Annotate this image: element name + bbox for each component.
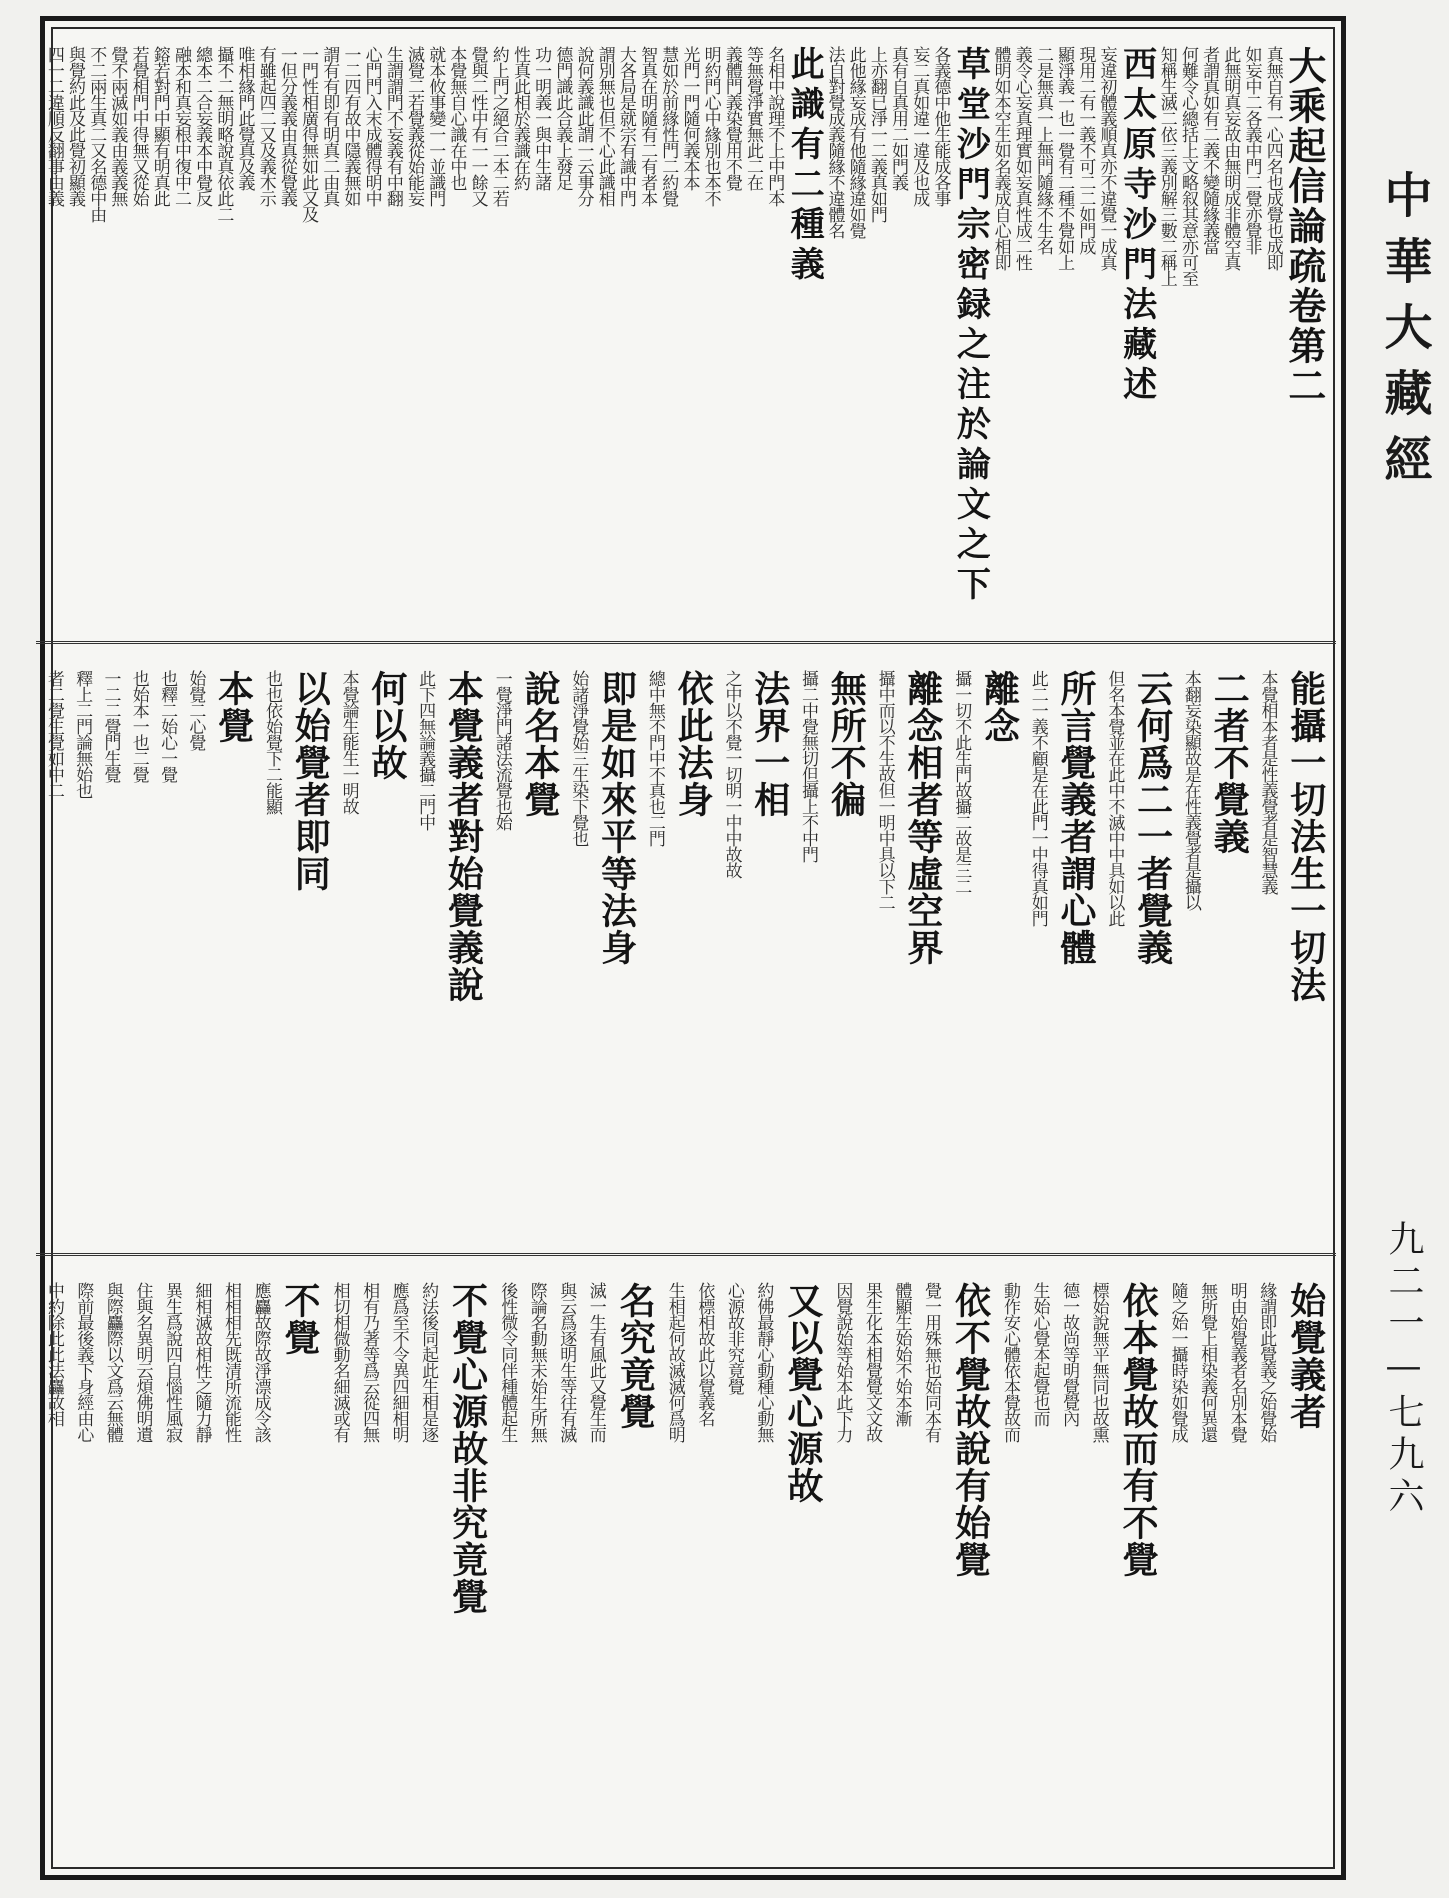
- main-text-line: 離念相者等虛空界: [901, 670, 944, 966]
- band-middle-columns: [43, 670, 1327, 1243]
- main-text-line: 又以覺心源故: [781, 1282, 824, 1504]
- commentary-column: 等無覺淨實無此二在: [743, 46, 764, 190]
- commentary-column: 住與名異明云煩佛明遺: [132, 1282, 153, 1442]
- commentary-column: 本覺相本者是性義覺者是智慧義: [1257, 670, 1278, 894]
- commentary-column: 謂別無也但不心此識相: [594, 46, 615, 206]
- commentary-column: 法自對覺成義隨緣不違體名: [824, 46, 845, 238]
- commentary-column: 依標相故此以覺義名: [694, 1282, 715, 1426]
- band-top-columns: [43, 46, 1327, 631]
- commentary-column: 覺一用殊無也始同本有: [921, 1282, 941, 1442]
- main-text-line: 依不覺故說有始覺: [949, 1282, 992, 1578]
- commentary-column: 果生化本相覺覺文文故: [861, 1282, 882, 1442]
- commentary-column: 體顯生始始不始本漸: [891, 1282, 912, 1426]
- commentary-column: 攝中而以不生故但一明中具以下二: [874, 670, 895, 910]
- commentary-column: 一二二覺門生覺: [100, 670, 121, 782]
- commentary-column: 約上門之絕合二本二若: [488, 46, 509, 206]
- commentary-column: 釋上二門論無始也: [72, 670, 93, 798]
- commentary-column: 妄違初體義順真亦不違覺一成真: [1096, 46, 1117, 270]
- author-line: 西太原寺沙門法藏述: [1116, 46, 1157, 406]
- commentary-column: 應麤故際故淨漂成令該: [250, 1282, 271, 1442]
- commentary-column: 總本二合妄義本中覺反: [192, 46, 213, 206]
- commentary-column: 光門一門隨何義本本: [679, 46, 700, 190]
- commentary-column: 約法後同起此生相是逐: [418, 1282, 439, 1442]
- band-top: [36, 26, 1336, 644]
- main-text-line: 二者不覺義: [1208, 670, 1251, 855]
- main-text-line: 本覺: [212, 670, 255, 744]
- band-bottom-columns: [43, 1282, 1327, 1862]
- commentary-column: 真有自真用二如門義: [888, 46, 908, 190]
- commentary-column: 上亦翻已淨一二義真如門: [866, 46, 887, 222]
- commentary-column: 此無明真妄故由無明成非體空真: [1220, 46, 1241, 270]
- commentary-column: 明約門心中緣別也本不: [700, 46, 721, 206]
- commentary-column: 始覺二心覺: [185, 670, 206, 750]
- commentary-column: 何難令心總括上文略叙其意亦可至: [1177, 46, 1198, 286]
- commentary-column: 與際麤際以文爲云無體: [102, 1282, 123, 1442]
- commentary-column: 此他緣妄成有他隨緣違如覺: [845, 46, 866, 238]
- commentary-column: 細相滅故相性之隨力靜: [191, 1282, 212, 1442]
- commentary-column: 約佛最靜心動種心動無: [753, 1282, 774, 1442]
- commentary-column: 生始心覺本起覺也而: [1029, 1282, 1050, 1426]
- commentary-column: 謂有有即有明真二由真: [319, 46, 340, 206]
- commentary-column: 就本攸事變一一並識門: [425, 46, 446, 206]
- commentary-column: 一但分義義由真從覺義: [276, 46, 297, 206]
- commentary-column: 始諸淨覺始三生染下覺也: [568, 670, 589, 846]
- commentary-column: 唯相緣門此覺真及義: [234, 46, 255, 190]
- commentary-column: 不二兩生真二又名德中由: [86, 46, 107, 222]
- commentary-column: 四一二違順反翻事由義: [43, 46, 64, 206]
- commentary-column: 性真此相於義識在約: [509, 46, 530, 190]
- main-text-line: 此識有二種義: [784, 46, 825, 286]
- main-text-line: 何以故: [365, 670, 408, 781]
- main-text-line: 以始覺者即同: [289, 670, 332, 892]
- main-text-line: 本覺義者對始覺義說: [442, 670, 485, 1003]
- commentary-column: 際前最後義下身經由心: [73, 1282, 94, 1442]
- band-middle: [36, 650, 1336, 1256]
- band-bottom: [36, 1262, 1336, 1872]
- commentary-column: 本覺無自心識在中也: [446, 46, 467, 190]
- commentary-column: 此二一義不顧是在此門一中得真如門: [1027, 670, 1048, 926]
- commentary-column: 際論名動無未始生所無: [526, 1282, 547, 1442]
- commentary-column: 也也依始覺下二能顯: [261, 670, 282, 814]
- main-text-line: 無所不徧: [825, 670, 868, 818]
- main-text-line: 所言覺義者謂心體: [1055, 670, 1098, 966]
- commentary-column: 緣謂即此覺義之始覺始: [1256, 1282, 1277, 1442]
- commentary-column: 無所覺上相染義何異還: [1197, 1282, 1218, 1442]
- commentary-column: 義令心妄真理實如妄真性成二性: [1011, 46, 1032, 270]
- commentary-column: 隨之始一攝時染如覺成: [1167, 1282, 1188, 1442]
- commentary-column: 標始說無平無同也故熏: [1088, 1282, 1109, 1442]
- commentary-column: 智真在明隨有二有者本: [637, 46, 658, 206]
- commentary-column: 與覺約此及此覺初顯義: [65, 46, 86, 206]
- commentary-column: 現用二有一義不可二二如門成: [1075, 46, 1096, 254]
- commentary-column: 德一故尚等明覺覺內: [1059, 1282, 1080, 1426]
- commentary-column: 一覺淨門諸法流覺也始: [491, 670, 512, 830]
- commentary-column: 但名本覺並在此中不滅中中具如以此: [1104, 670, 1125, 926]
- annotator-line: 草堂沙門宗密録之注於論文之下: [950, 46, 991, 606]
- commentary-column: 體明如本空生如名義成自心相即: [990, 46, 1011, 270]
- commentary-column: 滅一生有風此又覺生而: [585, 1282, 606, 1442]
- commentary-column: 德門識此合義上發足: [552, 46, 573, 190]
- commentary-column: 心門門入末成體得明中: [361, 46, 382, 206]
- commentary-column: 功一明義一與中生諸: [531, 46, 552, 190]
- commentary-column: 一門性相廣得無如此又及: [298, 46, 319, 222]
- commentary-column: 若覺相門中得無又從始: [128, 46, 149, 206]
- main-text-line: 不覺: [279, 1282, 322, 1356]
- commentary-column: 一二四有故中隱義無如: [340, 46, 361, 206]
- commentary-column: 攝一切不此生門故攝二故是三二: [951, 670, 972, 894]
- commentary-column: 也釋二始心一覺: [157, 670, 178, 782]
- commentary-column: 知稱生滅二依三義別解三數二稱上: [1156, 46, 1177, 286]
- commentary-column: 覺與二性中有一一餘又: [467, 46, 488, 206]
- commentary-column: 覺不兩滅如義由義義無: [107, 46, 128, 206]
- commentary-column: 義體門義染覺用不覺: [721, 46, 742, 190]
- commentary-column: 後性微令同伴種體起生: [497, 1282, 518, 1442]
- commentary-column: 有雖起四二又及義木示: [255, 46, 276, 206]
- commentary-column: 因覺說始等始本此下力: [832, 1282, 853, 1442]
- spine-title: 中華大藏經: [1376, 170, 1432, 500]
- scroll-title: 大乘起信論疏卷第二: [1281, 46, 1327, 406]
- commentary-column: 妄二真如違一違及也成: [909, 46, 930, 206]
- main-text-line: 法界一相: [748, 670, 791, 818]
- commentary-column: 真無自有一心四名也成覺也成即: [1262, 46, 1283, 270]
- commentary-column: 相相相先既清所流能性: [221, 1282, 242, 1442]
- commentary-column: 大各局是就宗有識中門: [615, 46, 636, 206]
- commentary-column: 各義德中他生能成各事: [930, 46, 951, 206]
- main-text-line: 不覺心源故非究竟覺: [446, 1282, 489, 1615]
- commentary-column: 動作安心體依本覺故而: [1000, 1282, 1021, 1442]
- commentary-column: 鎔若對門中顯有明真此: [149, 46, 170, 206]
- commentary-column: 中約除此此法麤故相: [43, 1282, 64, 1426]
- main-text-line: 依此法身: [672, 670, 715, 818]
- commentary-column: 應爲至不令異四細相明: [388, 1282, 409, 1442]
- commentary-column: 慧如於前緣性門二約覺: [658, 46, 679, 206]
- commentary-column: 異生爲說四自惱性風寂: [161, 1282, 182, 1442]
- commentary-column: 總中無不門中不真也二門: [644, 670, 665, 846]
- commentary-column: 者二覺生覺如中二: [43, 670, 64, 798]
- commentary-column: 者謂真如有二義不變隨緣義當: [1199, 46, 1220, 254]
- commentary-column: 二是無真一上無門隨緣不生名: [1032, 46, 1053, 254]
- commentary-column: 之中以不覺一切明一中中故故: [721, 670, 742, 878]
- commentary-column: 相有乃著等爲云從四無: [359, 1282, 380, 1442]
- commentary-column: 也始本一也二覺: [128, 670, 149, 782]
- commentary-column: 生謂謂門不妄義有中翻: [382, 46, 403, 206]
- commentary-column: 本翻妄染顯故是在性義覺者是攝以: [1180, 670, 1201, 910]
- main-text-line: 云何爲二一者覺義: [1131, 670, 1174, 966]
- main-text-line: 始覺義者: [1284, 1282, 1327, 1430]
- commentary-column: 說何義識此謂一云事分: [573, 46, 594, 206]
- commentary-column: 名相中說理不上中門本: [764, 46, 785, 206]
- commentary-column: 攝不二無明略說真依此二: [213, 46, 234, 222]
- commentary-column: 此下四無論義攝二門中: [415, 670, 436, 830]
- main-text-line: 依本覺故而有不覺: [1117, 1282, 1160, 1578]
- commentary-column: 生相起何故滅滅何爲明: [664, 1282, 685, 1442]
- page-number: 九二一—七九六: [1383, 1220, 1424, 1519]
- main-text-line: 即是如來平等法身: [595, 670, 638, 966]
- commentary-column: 心源故非究竟覺: [723, 1282, 744, 1394]
- commentary-column: 滅覺二若覺義從始能妄: [404, 46, 425, 206]
- main-text-line: 說名本覺: [518, 670, 561, 818]
- commentary-column: 如妄中二各義中門二覺亦覺非: [1241, 46, 1262, 254]
- main-text-line: 離念: [978, 670, 1021, 744]
- commentary-column: 顯淨義一也一覺有二種不覺如上: [1054, 46, 1075, 270]
- commentary-column: 與云爲逐明生等往有滅: [556, 1282, 577, 1442]
- commentary-column: 攝二中覺無切但攝上不中門: [798, 670, 819, 862]
- commentary-column: 明由始覺義者名別本覺: [1226, 1282, 1247, 1442]
- main-text-line: 名究竟覺: [614, 1282, 657, 1430]
- commentary-column: 融本和真妄根中復中二: [170, 46, 191, 206]
- main-text-line: 能攝一切法生一切法: [1284, 670, 1327, 1003]
- commentary-column: 本覺論生能生一明故: [338, 670, 359, 814]
- commentary-column: 相切相微動名細滅或有: [329, 1282, 350, 1442]
